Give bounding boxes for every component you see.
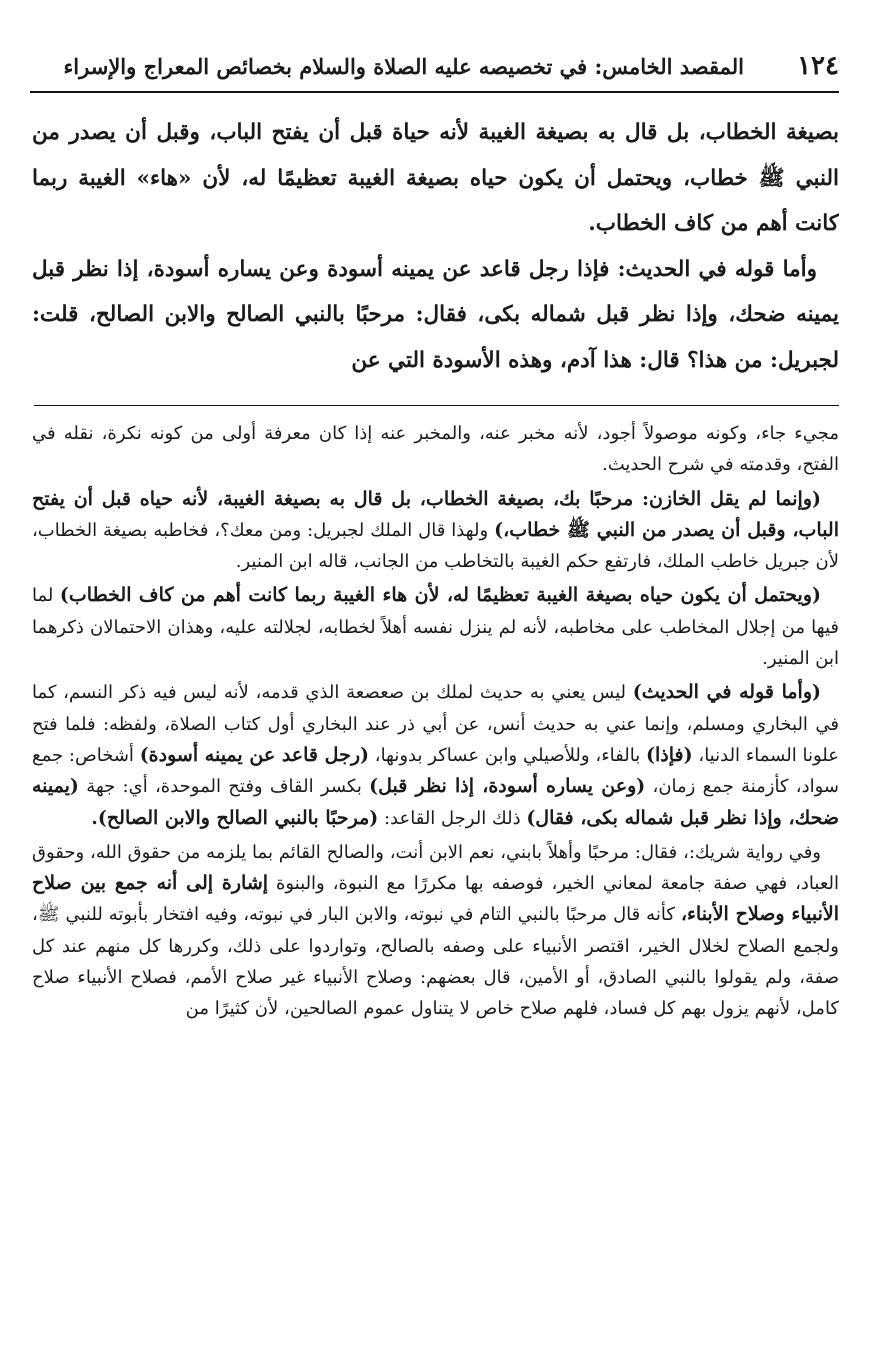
running-title: المقصد الخامس: في تخصيصه عليه الصلاة والسلام بخصائص المعراج والإسراء — [63, 54, 744, 79]
commentary-lemma: (فإذا) — [646, 743, 693, 766]
commentary-text: كأنه قال مرحبًا بالنبي التام في نبوته، والابن البار في نبوته، وفيه افتخار بأبوته للنبي ﷺ، ولجمع الصلاح لخلال الخير، اقتصر الأنبياء على وصفه بالصالح، وتواردوا على ذلك، وكررها كل منهم عند كل صفة، ولم يقولوا بالنبي الصادق، أو الأمين، قال بعضهم: وصلاح الأنبياء غير صلاح الأمم، فصلاح الأنبياء صلاح كامل، لأنهم يزول بهم كل فساد، فلهم صلاح خاص لا يتناول عموم الصالحين، لأن كثيرًا من — [32, 904, 839, 1020]
commentary-text: بكسر القاف وفتح الموحدة، أي: جهة — [78, 776, 370, 798]
page-header — [30, 48, 839, 90]
footnote-rule — [34, 405, 839, 406]
commentary-lemma: (وإنما لم يقل الخازن: مرحبًا بك، بصيغة الخطاب، بل قال به بصيغة الغيبة، لأنه حياه قبل أن يفتح الباب، وقبل أن يصدر من النبي ﷺ خطاب،) — [32, 487, 839, 541]
commentary-text: لما فيها من إجلال المخاطب على مخاطبه، لأنه لم ينزل نفسه أهلاً لخطابه، لجلالته عليه، وهذان الاحتمالان ذكرهما ابن المنير. — [32, 585, 839, 670]
commentary-text: ليس يعني به حديث لملك بن صعصعة الذي قدمه، لأنه ليس فيه ذكر النسم، كما في البخاري ومسلم، وإنما عني به حديث أنس، عن أبي ذر عند البخاري أول كتاب الصلاة، ولفظه: فلما فتح علونا السماء الدنيا، — [32, 682, 839, 766]
commentary-lemma: (يمينه ضحك، وإذا نظر قبل شماله بكى، فقال) — [32, 775, 839, 829]
commentary-text: بالفاء، وللأصيلي وابن عساكر بدونها، — [368, 744, 647, 766]
footnotes — [32, 418, 839, 1328]
main-text — [32, 110, 839, 405]
commentary-lemma: (مرحبًا بالنبي الصالح والابن الصالح). — [91, 806, 379, 829]
footnote-paragraph — [32, 580, 839, 674]
header-rule — [30, 91, 839, 93]
commentary-lemma: (رجل قاعد عن يمينه أسودة) — [139, 743, 369, 766]
footnote-paragraph — [32, 677, 839, 833]
commentary-lemma: (وأما قوله في الحديث) — [632, 681, 821, 704]
commentary-text: ذلك الرجل القاعد: — [378, 807, 527, 829]
commentary-lemma: (ويحتمل أن يكون حياه بصيغة الغيبة تعظيمًا له، لأن هاء الغيبة ربما كانت أهم من كاف الخطاب) — [59, 584, 821, 607]
footnote-paragraph — [32, 837, 839, 1025]
footnote-paragraph — [32, 484, 839, 578]
main-paragraph: وأما قوله في الحديث: فإذا رجل قاعد عن يمينه أسودة وعن يساره أسودة، إذا نظر قبل يمينه ضحك، وإذا نظر قبل شماله بكى، فقال: مرحبًا بالنبي الصالح والابن الصالح، قلت: لجبريل: من هذا؟ قال: هذا آدم، وهذه الأسودة التي عن — [32, 256, 839, 373]
commentary-text: أشخاص: جمع سواد، كأزمنة جمع زمان، — [32, 744, 839, 798]
commentary-lemma: إشارة إلى أنه جمع بين صلاح الأنبياء وصلاح الأبناء، — [32, 872, 839, 926]
commentary-text: ولهذا قال الملك لجبريل: ومن معك؟، فخاطبه بصيغة الخطاب، لأن جبريل خاطب الملك، فارتفع حكم الغيبة بالتخاطب من الجانب، قاله ابن المنير. — [32, 519, 839, 573]
footnote-paragraph: مجيء جاء، وكونه موصولاً أجود، لأنه مخبر عنه، والمخبر عنه إذا كان معرفة أولى من كونه نكرة، نقله في الفتح، وقدمته في شرح الحديث. — [32, 423, 839, 476]
main-paragraph: بصيغة الخطاب، بل قال به بصيغة الغيبة لأنه حياة قبل أن يفتح الباب، وقبل أن يصدر من النبي ﷺ خطاب، ويحتمل أن يكون حياه بصيغة الغيبة تعظيمًا له، لأن «هاء» الغيبة ربما كانت أهم من كاف الخطاب. — [32, 120, 839, 236]
commentary-lemma: (وعن يساره أسودة، إذا نظر قبل) — [369, 775, 646, 798]
page-number: ١٢٤ — [797, 51, 839, 81]
commentary-text: وفي رواية شريك:، فقال: مرحبًا وأهلاً بابني، نعم الابن أنت، والصالح القائم بما يلزمه من حقوق الله، وحقوق العباد، فهي صفة جامعة لمعاني الخير، فوصفه بها مكررًا مع النبوة، والبنوة — [32, 841, 839, 895]
